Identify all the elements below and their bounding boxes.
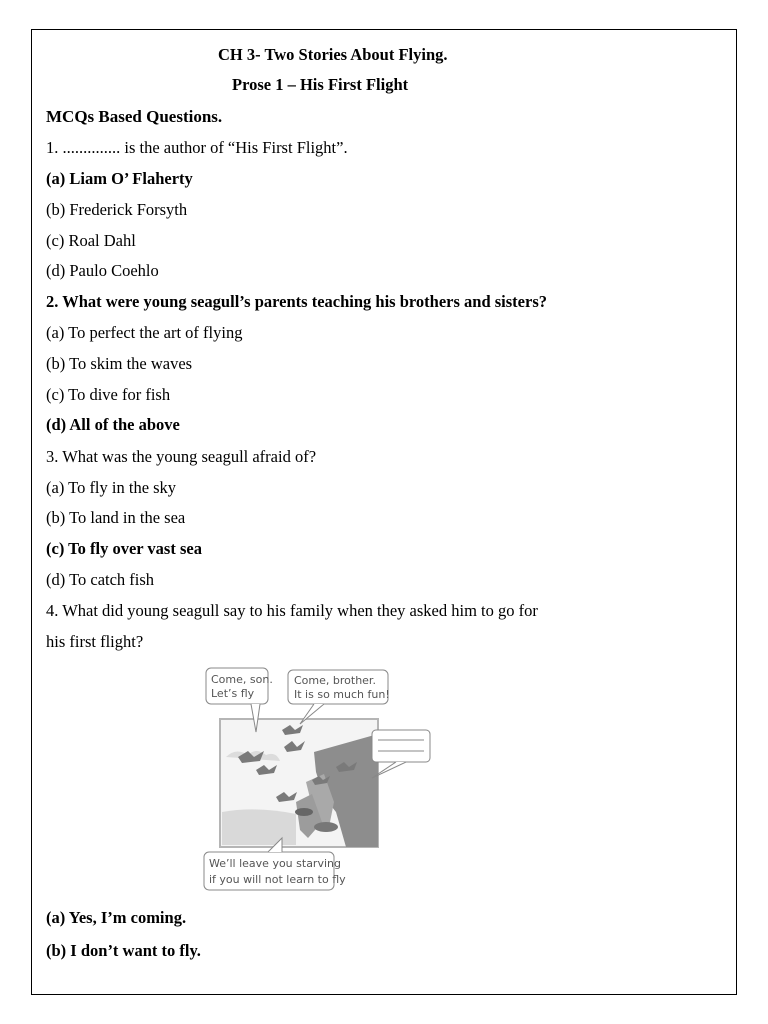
question-4-line-2: his first flight? bbox=[46, 632, 144, 651]
bubble-1-line-1: Come, son. bbox=[211, 673, 273, 686]
seagull-illustration bbox=[196, 662, 436, 898]
q1-option-a: (a) Liam O’ Flaherty bbox=[46, 169, 193, 188]
bubble-2-line-2: It is so much fun! bbox=[294, 688, 390, 701]
q3-option-b: (b) To land in the sea bbox=[46, 508, 186, 527]
bubble-2-line-1: Come, brother. bbox=[294, 674, 376, 687]
question-1: 1. .............. is the author of “His First Flight”. bbox=[46, 138, 348, 157]
q2-option-a: (a) To perfect the art of flying bbox=[46, 323, 243, 342]
rock-shape bbox=[314, 822, 338, 832]
question-4-line-1: 4. What did young seagull say to his family when they asked him to go for bbox=[46, 601, 538, 620]
empty-answer-bubble bbox=[372, 730, 430, 762]
q2-option-c: (c) To dive for fish bbox=[46, 385, 171, 404]
bubble-1-line-2: Let’s fly bbox=[211, 687, 255, 700]
q2-option-d: (d) All of the above bbox=[46, 415, 180, 434]
q3-option-d: (d) To catch fish bbox=[46, 570, 155, 589]
question-3: 3. What was the young seagull afraid of? bbox=[46, 447, 317, 466]
question-2: 2. What were young seagull’s parents teaching his brothers and sisters? bbox=[46, 292, 547, 311]
q1-option-b: (b) Frederick Forsyth bbox=[46, 200, 188, 219]
rock-shape bbox=[295, 808, 313, 816]
q1-option-c: (c) Roal Dahl bbox=[46, 231, 136, 250]
bubble-3-line-1: We’ll leave you starving bbox=[209, 857, 341, 870]
q2-option-b: (b) To skim the waves bbox=[46, 354, 193, 373]
q3-option-c: (c) To fly over vast sea bbox=[46, 539, 202, 558]
sea-shape bbox=[222, 809, 296, 845]
chapter-title: CH 3- Two Stories About Flying. bbox=[218, 45, 448, 64]
q4-option-b: (b) I don’t want to fly. bbox=[46, 941, 201, 960]
q4-option-a: (a) Yes, I’m coming. bbox=[46, 908, 187, 927]
prose-title: Prose 1 – His First Flight bbox=[232, 75, 409, 94]
section-heading: MCQs Based Questions. bbox=[46, 107, 223, 126]
q1-option-d: (d) Paulo Coehlo bbox=[46, 261, 159, 280]
bubble-3-line-2: if you will not learn to fly bbox=[209, 873, 346, 886]
q3-option-a: (a) To fly in the sky bbox=[46, 478, 177, 497]
